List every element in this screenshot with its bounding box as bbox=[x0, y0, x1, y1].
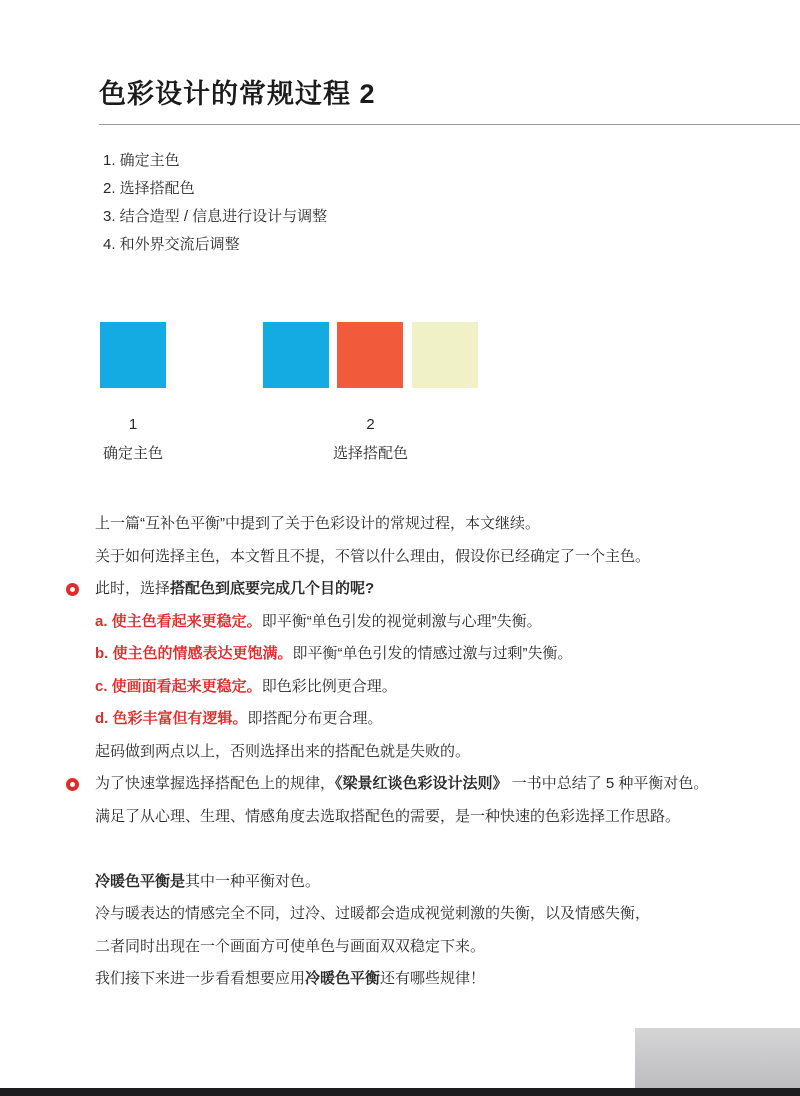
paragraph-intro-1: 上一篇“互补色平衡”中提到了关于色彩设计的常规过程，本文继续。 bbox=[95, 515, 540, 532]
figure-group2-number: 2 bbox=[366, 416, 375, 433]
pair-color-swatch-blue bbox=[263, 322, 329, 388]
step-item-2: 2. 选择搭配色 bbox=[103, 180, 195, 197]
paragraph-minimum-note: 起码做到两点以上，否则选择出来的搭配色就是失败的。 bbox=[95, 742, 471, 760]
image-placeholder bbox=[635, 1028, 800, 1088]
paragraph-closing: 我们接下来进一步看看想要应用冷暖色平衡还有哪些规律！ bbox=[95, 970, 486, 987]
goal-item-b: b. 使主色的情感表达更饱满。即平衡“单色引发的情感过激与过剩”失衡。 bbox=[95, 645, 573, 662]
paragraph-warmcool-stability: 二者同时出现在一个画面方可使单色与画面双双稳定下来。 bbox=[95, 937, 486, 955]
paragraph-warmcool-intro: 冷暖色平衡是其中一种平衡对色。 bbox=[95, 872, 321, 890]
main-color-swatch bbox=[100, 322, 166, 388]
paragraph-book-reference: 为了快速掌握选择搭配色上的规律，《梁景红谈色彩设计法则》 一书中总结了 5 种平衡对色。 bbox=[95, 768, 800, 801]
step-item-3: 3. 结合造型 / 信息进行设计与调整 bbox=[103, 208, 328, 225]
red-bullet-icon bbox=[66, 778, 79, 791]
paragraph-warmcool-emotion: 冷与暖表达的情感完全不同，过冷、过暖都会造成视觉刺激的失衡，以及情感失衡， bbox=[95, 905, 651, 922]
figure-group1-label: 确定主色 bbox=[102, 445, 163, 462]
steps-list bbox=[103, 147, 327, 259]
title-divider bbox=[99, 124, 800, 125]
figure-group1-number: 1 bbox=[128, 416, 138, 433]
paragraph-intro-2: 关于如何选择主色，本文暂且不提，不管以什么理由，假设你已经确定了一个主色。 bbox=[95, 547, 651, 565]
page-title: 色彩设计的常规过程 2 bbox=[99, 79, 376, 109]
paragraph-goals-heading: 此时，选择搭配色到底要完成几个目的呢? bbox=[95, 573, 800, 606]
article-body bbox=[95, 508, 800, 996]
pair-color-swatch-cream bbox=[412, 322, 478, 388]
red-bullet-icon bbox=[66, 583, 79, 596]
step-item-1: 1. 确定主色 bbox=[103, 152, 180, 169]
goal-item-d: d. 色彩丰富但有逻辑。即搭配分布更合理。 bbox=[95, 710, 383, 727]
goal-item-a: a. 使主色看起来更稳定。即平衡“单色引发的视觉刺激与心理”失衡。 bbox=[95, 612, 542, 630]
step-item-4: 4. 和外界交流后调整 bbox=[103, 236, 240, 253]
figure-group2-label: 选择搭配色 bbox=[332, 445, 408, 462]
footer-bar bbox=[0, 1088, 800, 1096]
pair-color-swatch-orange bbox=[337, 322, 403, 388]
goal-item-c: c. 使画面看起来更稳定。即色彩比例更合理。 bbox=[95, 677, 397, 695]
paragraph-book-benefit: 满足了从心理、生理、情感角度去选取搭配色的需要，是一种快速的色彩选择工作思路。 bbox=[95, 807, 681, 825]
